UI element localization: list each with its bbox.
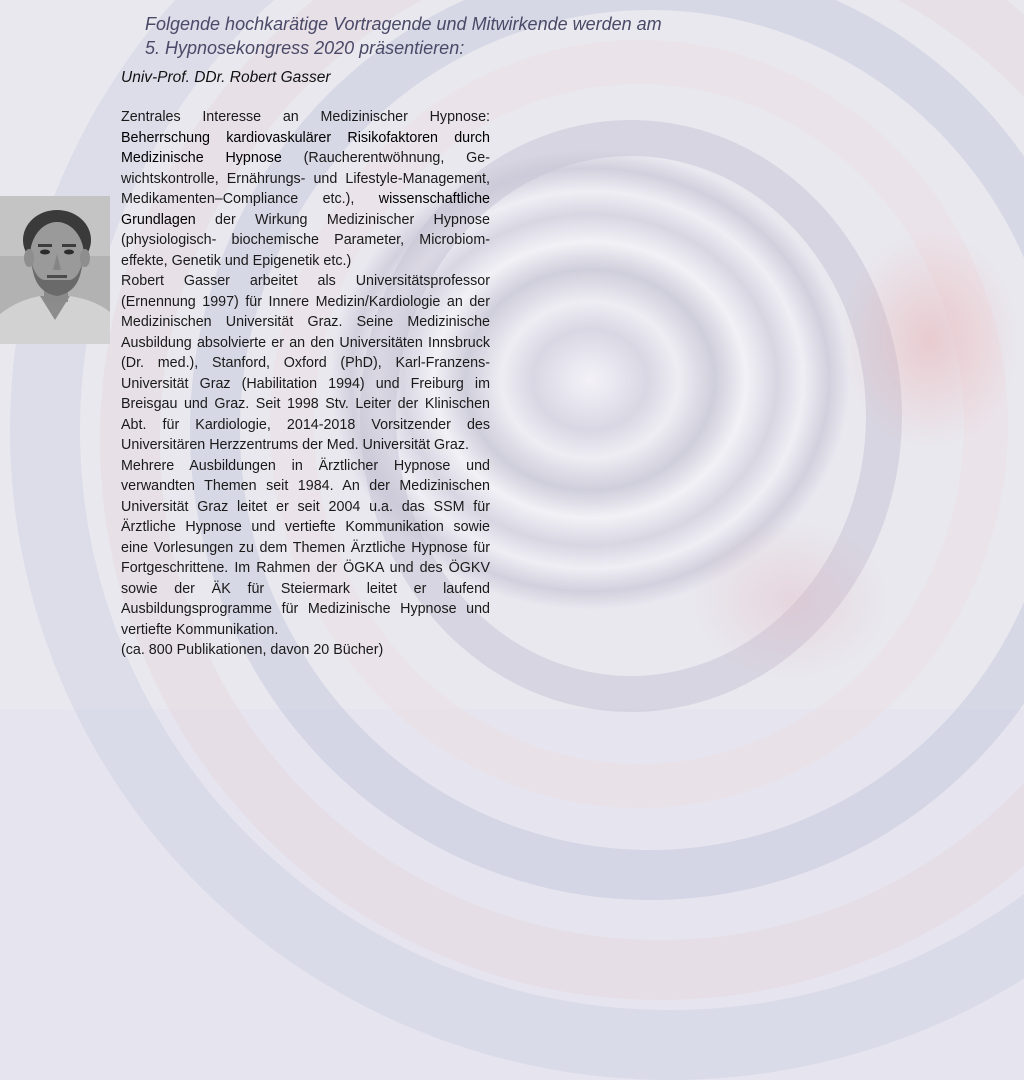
focus-topic-1-detail: (Raucherentwöhnung, Ge-wichtskontrolle, Ernährungs- und Lifestyle-Management, Medikamenten–Compliance etc.), — [121, 150, 490, 207]
interest-paragraph — [121, 107, 490, 271]
focus-topic-2-detail: der Wirkung Medizinischer Hypnose (physiologisch- biochemische Parameter, Microbiom-effekte, Genetik und Epigenetik etc.) — [121, 211, 490, 269]
portrait-icon — [0, 196, 110, 344]
bio-paragraph-career: Robert Gasser arbeitet als Universitätsprofessor (Ernennung 1997) für Innere Medizin/Kardiologie an der Medizinischen Universität Graz. Seine Medizinische Ausbildung absolvierte er an den Universitäten Innsbruck (Dr. med.), Stanford, Oxford (PhD), Karl-Franzens-Universität Graz (Habilitation 1994) und Freiburg im Breisgau und Graz. Seit 1998 Stv. Leiter der Klinischen Abt. für Kardiologie, 2014-2018 Vorsitzender des Universitären Herzzentrums der Med. Universität Graz. — [121, 273, 490, 453]
publications-note: (ca. 800 Publikationen, davon 20 Bücher) — [121, 642, 384, 658]
speaker-bio — [121, 107, 490, 661]
heading-line-2: 5. Hypnosekongress 2020 präsentieren: — [145, 38, 465, 58]
bio-paragraph-hypnosis: Mehrere Ausbildungen in Ärztlicher Hypnose und verwandten Themen seit 1984. An der Medizinischen Universität Graz leitet er seit 2004 u.a. das SSM für Ärztliche Hypnose und vertiefte Kommunikation sowie eine Vorlesungen zu dem Themen Ärztliche Hypnose für Fortgeschrittene. Im Rahmen der ÖGKA und des ÖGKV sowie der ÄK für Steiermark leitet er laufend Ausbildungsprogramme für Medizinische Hypnose und vertiefte Kommunikation. — [121, 457, 490, 638]
focus-topic-1: Beherrschung kardiovaskulärer Risikofaktoren durch Medizinische Hypnose — [121, 129, 490, 166]
interest-label: Zentrales Interesse an Medizinischer Hypnose: — [121, 109, 490, 125]
focus-topic-2: wissenschaftliche Grundlagen — [121, 191, 490, 228]
heading-line-1: Folgende hochkarätige Vortragende und Mitwirkende werden am — [145, 14, 662, 34]
speaker-portrait-photo — [0, 196, 110, 344]
speaker-name: Univ-Prof. DDr. Robert Gasser — [121, 69, 331, 86]
page-heading — [145, 12, 745, 60]
